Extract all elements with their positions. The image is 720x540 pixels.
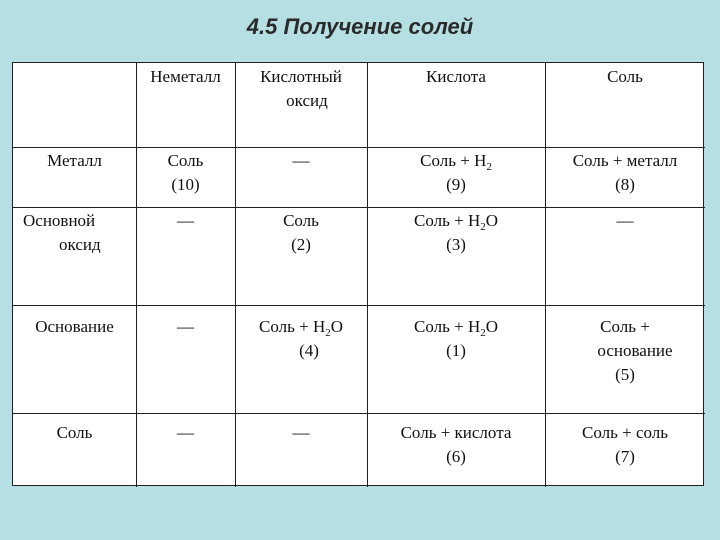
cell-base-acid-oxide	[235, 315, 367, 363]
cell-text: Основной	[23, 211, 96, 230]
subscript: 2	[486, 161, 492, 173]
cell-text: Соль +	[600, 317, 650, 336]
cell-text: (3)	[446, 235, 466, 254]
cell-text: (6)	[446, 447, 466, 466]
reactions-table	[12, 62, 704, 486]
cell-text: Соль + H	[414, 211, 481, 230]
cell-text: Соль + H	[414, 317, 481, 336]
cell-salt-nonmetal: —	[177, 423, 194, 442]
page-title: 4.5 Получение солей	[246, 14, 474, 39]
cell-metal-acid-oxide: —	[292, 151, 310, 170]
row-header-salt: Соль	[56, 423, 93, 442]
row-divider	[13, 207, 705, 208]
cell-text: Соль + соль	[582, 423, 668, 442]
cell-text: (2)	[291, 235, 311, 254]
cell-text: Соль + H	[420, 151, 487, 170]
cell-formula	[367, 149, 545, 173]
cell-text: Соль	[167, 151, 204, 170]
cell-text: Соль + H	[259, 317, 326, 336]
cell-text: (7)	[615, 447, 635, 466]
cell-base-salt	[545, 315, 705, 387]
cell-basic-oxide-acid	[367, 209, 545, 257]
row-header-metal: Металл	[47, 151, 102, 170]
cell-metal-acid	[367, 149, 545, 197]
column-header-nonmetal: Неметалл	[150, 67, 221, 86]
column-header-acid-oxide-line2: оксид	[286, 91, 328, 110]
subscript: 2	[325, 327, 331, 339]
cell-text: O	[485, 317, 498, 336]
cell-basic-oxide-salt: —	[616, 211, 634, 230]
cell-formula	[235, 315, 367, 339]
cell-text: (8)	[615, 175, 635, 194]
cell-basic-oxide-nonmetal: —	[177, 211, 194, 230]
cell-text: основание	[597, 341, 673, 360]
cell-text: O	[485, 211, 498, 230]
cell-base-nonmetal: —	[177, 317, 194, 336]
cell-text: оксид	[59, 235, 101, 254]
cell-formula	[367, 315, 545, 339]
cell-text: (1)	[446, 341, 466, 360]
cell-text: (10)	[171, 175, 200, 194]
row-divider	[13, 147, 705, 148]
subscript: 2	[480, 327, 486, 339]
cell-base-acid	[367, 315, 545, 363]
cell-salt-salt	[545, 421, 705, 469]
cell-text: (9)	[446, 175, 466, 194]
column-header-acid-oxide	[235, 65, 367, 113]
row-header-base: Основание	[35, 317, 114, 336]
column-header-salt: Соль	[607, 67, 643, 86]
cell-text: Соль + металл	[572, 151, 678, 170]
cell-metal-nonmetal	[136, 149, 235, 197]
row-divider	[13, 305, 705, 306]
row-divider	[13, 413, 705, 414]
cell-text: (5)	[615, 365, 635, 384]
column-header-acid-oxide-line1: Кислотный	[260, 67, 342, 86]
cell-basic-oxide-acid-oxide	[235, 209, 367, 257]
cell-salt-acid-oxide: —	[292, 423, 310, 442]
cell-formula	[367, 209, 545, 233]
cell-text: (4)	[299, 341, 319, 360]
cell-text: O	[330, 317, 343, 336]
row-header-basic-oxide	[23, 209, 136, 257]
column-header-acid: Кислота	[426, 67, 486, 86]
cell-salt-acid	[367, 421, 545, 469]
cell-text: Соль	[283, 211, 319, 230]
cell-metal-salt	[545, 149, 705, 197]
subscript: 2	[480, 221, 486, 233]
cell-text: Соль + кислота	[400, 423, 512, 442]
